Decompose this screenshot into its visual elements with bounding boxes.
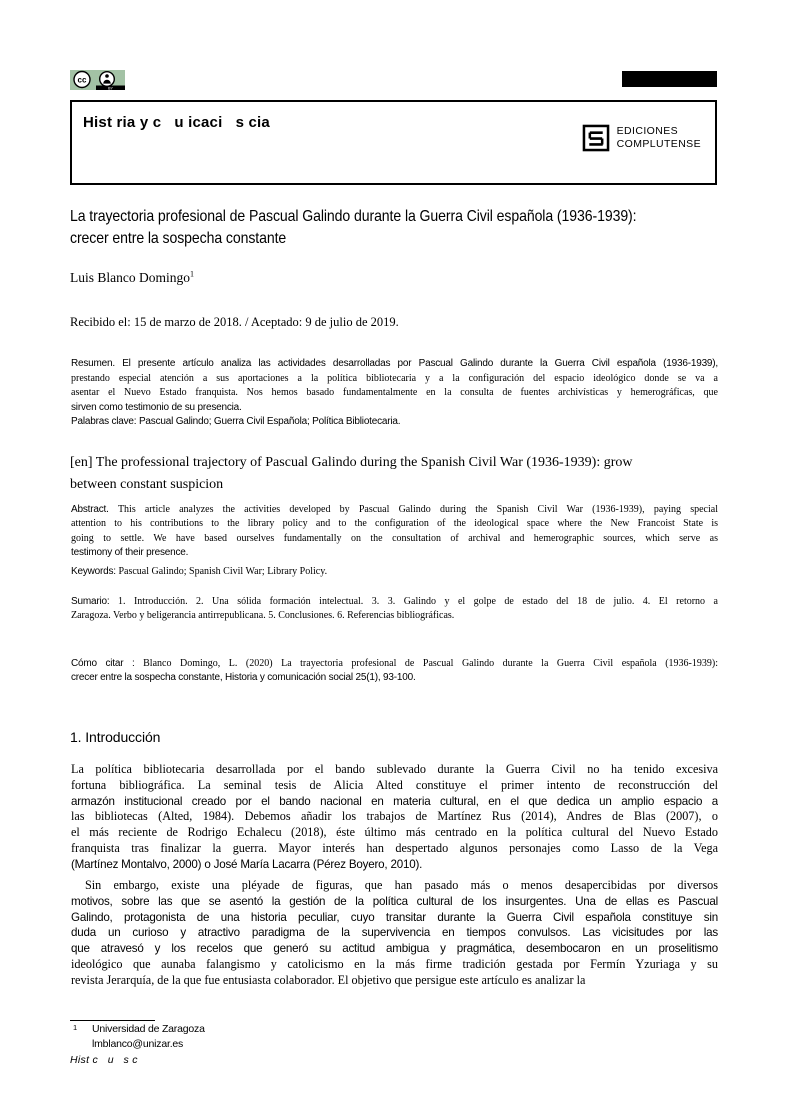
text-line: testimony of their presence.: [71, 547, 189, 558]
como-citar-block: [71, 653, 718, 686]
section-heading-introduccion: 1. Introducción: [70, 729, 161, 745]
text-line: going to settle. We have based ourselves fundamentally on the consultation of archival and hemerographic sources, which serve as: [71, 532, 718, 544]
resumen-block: [71, 357, 718, 430]
article-title: [70, 206, 770, 250]
text-line: attention to his contributions to the library policy and to the configuration of the ideological space where the New Francoist State is: [71, 518, 718, 529]
text-line: el más reciente de Rodrigo Echalecu (2018), éste último más centrado en la política cultural del Nuevo Estado: [71, 825, 718, 840]
article-title-line1: La trayectoria profesional de Pascual Galindo durante la Guerra Civil española (1936-1939):: [70, 208, 637, 225]
cc-by-license-badge[interactable]: [70, 70, 125, 90]
text-line: [71, 561, 718, 579]
text-line: sirven como testimonio de su presencia.: [71, 401, 242, 413]
text-line: Galindo, protagonista de una historia peculiar, cuyo transitar durante la Guerra Civil española constituye sin: [71, 910, 718, 924]
text-line: [71, 653, 718, 671]
text-line: duda un curioso y atractivo paradigma de la supervivencia en tiempos convulsos. Las vicisitudes por las: [71, 926, 718, 940]
text-line: Zaragoza. Verbo y beligerancia antirrepublicana. 5. Conclusiones. 6. Referencias bibliográficas.: [71, 610, 455, 621]
text-line: (Martínez Montalvo, 2000) o José María Lacarra (Pérez Boyero, 2010).: [71, 857, 423, 871]
text-line: motivos, sobre las que se asentó la gestión de la política cultural de los insurgentes. Una de ellas es Pascual: [71, 894, 718, 908]
text-line: que atravesó y los recelos que generó su actitud ambigua y pragmática, desembocaron en un proselitismo: [71, 942, 718, 956]
text-line: crecer entre la sospecha constante, Historia y comunicación social 25(1), 93-100.: [71, 672, 416, 683]
text-line: La política bibliotecaria desarrollada por el bando sublevado durante la Guerra Civil no ha tenido excesiva: [71, 762, 718, 776]
english-title: [70, 452, 770, 496]
text-run: Blanco Domingo, L. (2020) La trayectoria profesional de Pascual Galindo durante la Guerra Civil española (1936-1939):: [143, 658, 718, 669]
text-line: [71, 591, 718, 609]
author-name: Luis Blanco Domingo: [70, 270, 190, 285]
text-line: Palabras clave: Pascual Galindo; Guerra Civil Española; Política Bibliotecaria.: [71, 416, 401, 427]
text-line: Resumen. El presente artículo analiza las actividades desarrolladas por Pascual Galindo durante la Guerra Civil española (1936-1939),: [71, 358, 718, 369]
text-run: Cómo citar :: [71, 658, 144, 669]
publisher-name: [617, 125, 701, 151]
journal-title: Hist ria y c u icaci s cia: [83, 114, 270, 131]
text-run: This article analyzes the activities developed by Pascual Galindo during the Spanish Civil War (1936-1939), paying special: [117, 504, 718, 515]
ediciones-complutense-logo-icon: [582, 124, 610, 152]
text-run: 1. Introducción. 2. Una sólida formación intelectual. 3. 3. Galindo y el golpe de estado del 18 de julio. 4. El retorno a: [117, 596, 718, 607]
footnote-ref-number: 1: [73, 1023, 78, 1032]
footnote-email[interactable]: lmblanco@unizar.es: [92, 1038, 184, 1050]
running-footer: Hist c u s c: [70, 1054, 138, 1066]
english-title-line2: between constant suspicion: [70, 477, 224, 492]
publisher-name-line1: EDICIONES: [616, 125, 679, 137]
publisher-block: [582, 124, 701, 152]
abstract-block: [71, 499, 718, 579]
text-line: [71, 499, 718, 517]
sumario-block: [71, 591, 718, 624]
footnote-divider: [70, 1020, 155, 1021]
text-line: asentar el Nuevo Estado franquista. Nos hemos basado fundamentalmente en la consulta de fuentes archivísticas y hemerográficas, que: [71, 387, 718, 398]
text-line: prestando especial atención a sus aportaciones a la política bibliotecaria y a la configuración del espacio ideológico donde se va a: [71, 372, 718, 384]
cc-by-label: BY: [108, 86, 113, 90]
section-label-bar: [622, 71, 717, 87]
text-run: Sumario:: [71, 596, 118, 607]
svg-text:cc: cc: [77, 75, 87, 85]
journal-header-box: [70, 100, 717, 185]
article-title-line2: crecer entre la sospecha constante: [70, 230, 287, 247]
intro-paragraph-2: [71, 878, 718, 989]
author-line: [70, 270, 194, 286]
text-line: ideológico que aunaba falangismo y catolicismo en la más firme tradición gestada por Fermín Yzuriaga y su: [71, 956, 718, 971]
text-run: Pascual Galindo; Spanish Civil War; Library Policy.: [118, 565, 328, 577]
publisher-name-line2: COMPLUTENSE: [616, 138, 701, 150]
text-line: fortuna bibliográfica. La seminal tesis de Alicia Alted constituye el primer intento de reconstrucción del: [71, 777, 718, 792]
received-accepted-line: Recibido el: 15 de marzo de 2018. / Aceptado: 9 de julio de 2019.: [70, 315, 399, 329]
text-line: revista Jerarquía, de la que fue entusiasta colaborador. El objetivo que persigue este artículo es analizar la: [71, 972, 586, 987]
text-line: armazón institucional creado por el bando nacional en materia cultural, en el que dedica un amplio espacio a: [71, 794, 718, 808]
text-run: Abstract.: [71, 504, 118, 515]
text-run: Keywords:: [71, 565, 119, 577]
intro-paragraph-1: [71, 762, 718, 873]
author-footnote-ref: 1: [190, 269, 194, 279]
cc-by-icon: [70, 70, 125, 90]
footnote-affiliation: Universidad de Zaragoza: [92, 1023, 205, 1035]
text-line: las bibliotecas (Alted, 1984). Debemos añadir los trabajos de Martínez Rus (2014), Andres de Blas (2007), o: [71, 809, 718, 824]
text-line: Sin embargo, existe una pléyade de figuras, que han pasado más o menos desapercibidas por diversos: [85, 878, 718, 892]
text-line: franquista tras finalizar la guerra. Mayor interés han despertado algunos personajes como Lasso de la Vega: [71, 840, 718, 855]
english-title-line1: [en] The professional trajectory of Pascual Galindo during the Spanish Civil War (1936-1939): grow: [70, 455, 633, 470]
